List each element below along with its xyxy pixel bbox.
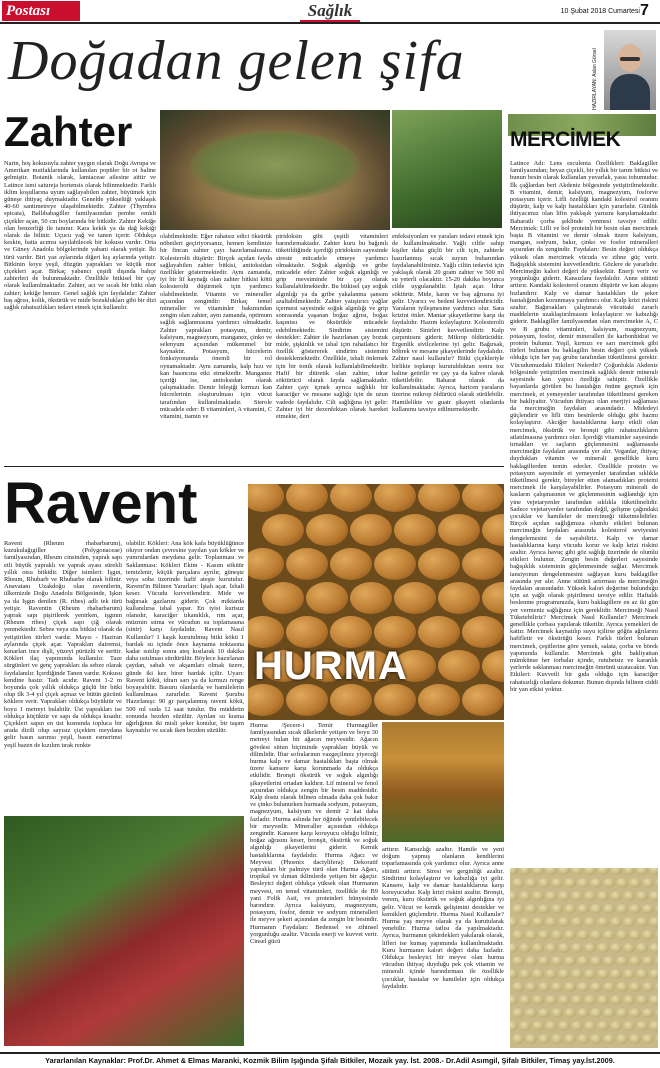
date-fruit — [350, 582, 392, 614]
date-fruit — [438, 650, 480, 682]
lentil-seed — [564, 982, 576, 992]
lentil-seed — [655, 1008, 658, 1018]
ravent-column-1: Ravent (Rheum rhabarbarum), kuzukulağıgiller (Polygonaceae) familyasından, Rheum cinsinden, yaprak sapı etli büyük yapraklı ve yaprak ayası sürekli yıllık otsu bitkidir. Diğer isimleri: İşgın, Rheum, Rhubarb ve Rhubarbe olarak bilinir. Anavatanı Uzakdoğu olan raventlerin, ülkemizde Doğu Anadolu Bölgesinde, Işkın ya da Işgın denilen (R. ribes) adlı tek türü yetişir. Raventin (Rheum rhabarbarum) yaprak sapı pişirilerek yenirken, işgının (Rheum ribes) çiçek sapı çiğ olarak yenmektedir. Sebze veya süs bitkisi olarak da yetiştirilen türleri vardır. Mayıs - Haziran aylarında çiçek açar. Yaprakları dairemsi, kenarları ince dişli, yüzeyi pürüzlü ve serttir. Kökleri ilaç yapımında kullanılır. Taze sürgünleri ve genç yaprakları da sebze olarak faydalanılır. İçerdiğinde Tanen vardır. Kokusu kendine hastır. Tadı acıdır. Ravent 1-2 m boyunda çok yıllık oldukça güçlü bir bitki olup ilk 3-4 yıl çiçek açmaz ve bütün gücünü köklere verir. Yaprakları oldukça büyüktür ve boyu 1 metreyi bulabilir. Üst yaprakları ise oldukça küçüktür ve sapı da oldukça kısadır. Çiçekleri sapın en üst kısmında topluca bir arada dizili olup sayısız çiçekten meydana gelir basın sarımsı yeşil, basın esmerimsi yeşil bazen de kızılım tırak renkte — [4, 540, 122, 749]
lentil-seed — [577, 904, 589, 914]
date-fruit — [374, 684, 416, 716]
hurma-tree-photo — [382, 722, 504, 842]
lentil-seed — [610, 943, 622, 953]
lentil-seed — [512, 982, 524, 992]
lentil-seed — [510, 943, 518, 953]
lentil-seed — [642, 956, 654, 966]
lentil-seed — [519, 969, 531, 979]
lentil-seed — [610, 1021, 622, 1031]
lentil-seed — [525, 904, 537, 914]
lentil-seed — [512, 930, 524, 940]
lentil-seed — [584, 943, 596, 953]
lentil-seed — [545, 995, 557, 1005]
date-fruit — [462, 684, 504, 716]
date-fruit — [330, 548, 372, 580]
lentil-seed — [577, 930, 589, 940]
lentil-seed — [597, 995, 609, 1005]
lentil-seed — [597, 943, 609, 953]
lentil-seed — [551, 956, 563, 966]
lentil-seed — [655, 904, 658, 914]
lentil-seed — [525, 878, 537, 888]
lentil-seed — [603, 930, 615, 940]
date-fruit — [418, 484, 460, 512]
lentil-seed — [590, 878, 602, 888]
lentil-seed — [616, 904, 628, 914]
date-fruit — [462, 484, 504, 512]
lentil-seed — [623, 917, 635, 927]
lentil-seed — [538, 1008, 550, 1018]
date-fruit — [482, 514, 504, 546]
date-fruit — [418, 548, 460, 580]
lentil-seed — [545, 891, 557, 901]
date-fruit — [262, 514, 304, 546]
zahter-column-4: enfeksiyonları ve yaraları tedavi etmek için de kullanılmaktadır. Yağlı ciltle sahip kişiler daha güçlü bir cilt için, zahterle hazırlanmış sıcak suyun buharından faydalanabilirsiniz. Yağlı ciltin tedavisi için yaklaşık olarak 20 gram zahter ve 500 ml su yeterli olacaktır. 15-20 dakika boyunca cilde uygulanabilir. İştah açar. İdrar söktürür. Mide, karın ve baş ağrısına iyi gelir. Uyarıcı ve bedeni kuvvetlendiricidir. Yaraların iyileşmesine yardımcı olur. Sara krizini önler. Mantar şikayetlerine karşı da faydalıdır. Hazım kolaylaştırır. Kolesterolü düşürür. Sinirleri kuvvetlendirir. Kalp çarpıntısını giderir. Mikrop öldürücüdür. Ergenlik sivilcelerine iyi gelir. Bağırsak, böbrek ve mesane şikayetlerinde faydalıdır. Zahter nasıl kullanılır? Bitki çiçekleriyle birlikte toplanıp kurutulduktan sonra toz haline getirilir ve çay ya da kahve olarak tüketilebilir. Baharat olarak da kullanılmaktadır. Ayrıca, haricen yaraların üzerine mikrop öldürücü olarak sürülebilir. Hamilelikte ve guatr şikayeti olanlarda kullanımı tavsiye edilmemektedir. — [392, 233, 504, 413]
date-fruit — [286, 684, 328, 716]
lentil-seed — [532, 868, 544, 875]
date-fruit — [482, 650, 504, 682]
lentil-seed — [564, 1034, 576, 1044]
lentil-seed — [616, 878, 628, 888]
lentil-seed — [551, 878, 563, 888]
lentil-seed — [629, 904, 641, 914]
lentil-seed — [590, 982, 602, 992]
lentil-seed — [538, 904, 550, 914]
lentil-seed — [512, 1008, 524, 1018]
lentil-seed — [584, 917, 596, 927]
lentil-seed — [510, 1021, 518, 1031]
lentil-seed — [571, 969, 583, 979]
lentil-seed — [510, 868, 518, 875]
lentil-seed — [519, 917, 531, 927]
lentil-seed — [564, 1008, 576, 1018]
lentil-seed — [519, 1021, 531, 1031]
lentil-seed — [590, 956, 602, 966]
lentil-seed — [577, 956, 589, 966]
lentil-seed — [616, 930, 628, 940]
date-fruit — [418, 616, 460, 648]
lentil-seed — [532, 969, 544, 979]
lentil-seed — [623, 891, 635, 901]
zahter-column-3: piridoksin gibi çeşitli vitaminleri barındırmaktadır. Zahter kuru bu bağımlı tüketildiğinde içerdiği piridoksin sayesinde streste mücadele etmeye yardımcı olmaktadır. Soğuk algınlığı ve gribe mücadele eder: Zahter soğuk algınlığı ve grip mevsiminde bir çay olarak kullanılabilmektedir. Bu bitkisel çay soğuk algınlığı ya da gribe yakalanma şansını azaltabilmektedir. Zahter yatıştırıcı yağlar içermesi sayesinde soğuk algınlığı ve grip sonrasında yaşanan boğaz ağrısı, boğaz kaşıntısı ve öksürükle mücadele edebilmektedir. Sindirim sistemini destekler: Zahter ile hazırlanan çay bozuk mide, şişkinlik ve ishal için rahatlatıcı bir özellik göstererek sindirim sistemini desteklemektedir. Özellikle, ishali önlemek için bir tonik olarak kullanılabilmektedir. Hafif bir diüretik olan zahter, idrar söktürücü olarak fayda sağlamaktadır. Zahter çayı içmek ayrıca sağlıklı bir karaciğer ve mesane sağlığı için de uzun vadede faydalıdır. Cilt sağlığına iyi gelir: Zahter iyi bir dezenfektan olarak hareket etmekte, deri — [276, 233, 388, 421]
date-fruit — [438, 582, 480, 614]
date-fruit — [248, 484, 284, 512]
zahter-title: Zahter — [4, 108, 133, 155]
lentil-seed — [525, 1008, 537, 1018]
lentil-seed — [545, 868, 557, 875]
lentil-seed — [551, 982, 563, 992]
date-fruit — [262, 582, 304, 614]
section-underline — [300, 20, 360, 22]
date-fruit — [286, 484, 328, 512]
section-title: Sağlık — [307, 1, 353, 20]
lentil-seed — [642, 930, 654, 940]
lentil-seed — [532, 917, 544, 927]
lentil-seed — [597, 1021, 609, 1031]
lentil-seed — [571, 995, 583, 1005]
lentil-seed — [558, 1021, 570, 1031]
mercimek-title: MERCİMEK — [510, 128, 621, 151]
lentil-seed — [616, 956, 628, 966]
lentil-seed — [590, 1034, 602, 1044]
hurma-column-1: Hurma /Şecere-i Temir Hurmagiller familyasından sıcak ülkelerde yetişen ve boyu 30 metreyi bulan bir ağacın meyvesidir. Ağacın gövdesi sütun biçiminde yaprakları büyük ve dilimlidir. İftar sofralarının vazgeçilmez yiyeceği hurma kalp ve damar hastalıkları başta olmak üzere kansere karşı korunmada da oldukça etkilidir. Bronşit öksürük ve soğuk algınlığı şikayetlerini ortadan kaldırır. Lif mineral ve fenol açısından oldukça zengin bir besin maddesidir. Kalp dostu olarak bilinen olmada daha çok bakır ve çinko bulunurken hurmada sodyum, potasyum, magnezyum, kalsiyum ve demir 2 kat daha fazladır. Hurma aslında her öğünde yenilebilecek bir meyvedir. Mineraller açısından oldukça zengindir. Kansere karşı koruyucu olduğu bilinir, boğaz ağrısını keser, bronşit, öksürük ve soğuk algınlığı şikayetlerini giderir. Kemik hastalıklarına faydalıdır. Hurma Ağacı ve Meyvesi (Phoenix dactylifera): Dekoratif yaprakları bir palmiye türü olan Hurma Ağacı, tropikal ve ılıman iklimlerde yetişen bir ağaçtır. Besleyici değeri oldukça yüksek olan Hurmanın meyvesi, en temel vitaminleri, özellikle de B9 yani Folik Asit, ve proteinleri bünyesinde barındırır. Ayrıca kalsiyum, magnezyum, potasyum, fosfor, demir ve sodyum mineralleri ile meyve şekeri açısından da zengin bir besindir. Hurmanın Faydaları: Bedensel ve zihinsel yorgunluğu azaltır. Vücuda enerji ve kuvvet verir. Cinsel gücü — [250, 722, 378, 946]
lentil-seed — [510, 917, 518, 927]
lentil-seed — [558, 868, 570, 875]
lentil-seed — [538, 930, 550, 940]
lentil-seed — [610, 917, 622, 927]
lentil-seed — [649, 943, 658, 953]
lentil-seed — [610, 969, 622, 979]
page-number: 7 — [640, 2, 649, 19]
lentil-seed — [545, 1021, 557, 1031]
lentil-seed — [642, 1008, 654, 1018]
lentil-seed — [623, 995, 635, 1005]
zahter-column-2: olabilmektedir. Eğer rahatsız edici öksürük nöbetleri geçiriyorsanız, hemen kendinize bir fincan zahter çayı hazırlamalısınız. Kolesterolü düşürür: Birçok açıdan fayda sağlayabilen zahter bitkisi, antioksidan özellikler göstermektedir. Aynı zamanda, iyi bir lif kaynağı olan zahter bitkisi kötü kolesterolü düşürmek için yardımcı olabilmektedir. Vitamin ve mineraller açısından zengindir: Birkaç temel mineraller ve vitaminler bakımından zengin olan zahter, aynı zamanda, optimum sağlık sağlanmasına yardımcı olmaktadır. Zahter yaprakları potasyum, demir, kalsiyum, magnezyum, manganez, çinko ve selenyum açısından mükemmel bir kaynaktır. Potasyum, hücrelerin fonksiyonunda önemli bir rol oynamaktadır. Aynı zamanda, kalp hızı ve kan basıncına etki etmektedir. Manganez içeriği ise, antioksidan olarak çalışmaktadır. Demir bileşiği kırmızı kan hücrelerinin oluşturulması için vücut tarafından kullanılmaktadır. Sterole mücadele eder: B vitaminleri, A vitamini, C vitamini, tiamin ve — [160, 233, 272, 421]
lentil-seed — [655, 878, 658, 888]
lentil-seed — [571, 917, 583, 927]
lentil-seed — [597, 868, 609, 875]
lentil-seed — [564, 878, 576, 888]
zahter-photo — [160, 110, 390, 230]
lentil-seed — [551, 904, 563, 914]
lentil-seed — [597, 891, 609, 901]
lentil-seed — [584, 868, 596, 875]
lentil-seed — [629, 1034, 641, 1044]
lentil-seed — [649, 995, 658, 1005]
lentil-seed — [545, 969, 557, 979]
lentil-seed — [623, 969, 635, 979]
lentil-seed — [519, 868, 531, 875]
lentil-seed — [538, 956, 550, 966]
lentils-photo — [510, 868, 658, 1048]
lentil-seed — [636, 891, 648, 901]
lentil-seed — [590, 904, 602, 914]
lentil-seed — [519, 943, 531, 953]
lentil-seed — [571, 891, 583, 901]
date-fruit — [374, 484, 416, 512]
lentil-seed — [558, 943, 570, 953]
date-fruit — [462, 548, 504, 580]
masthead-logo: Postası — [2, 1, 80, 21]
hurma-title: HURMA — [254, 644, 408, 688]
date-fruit — [350, 514, 392, 546]
lentil-seed — [551, 1008, 563, 1018]
lentil-seed — [642, 1034, 654, 1044]
lentil-seed — [603, 1008, 615, 1018]
lentil-seed — [525, 956, 537, 966]
lentil-seed — [512, 1034, 524, 1044]
lentil-seed — [636, 1021, 648, 1031]
lentil-seed — [525, 1034, 537, 1044]
lentil-seed — [558, 969, 570, 979]
date-fruit — [418, 684, 460, 716]
lentil-seed — [577, 878, 589, 888]
zahter-plant-photo — [392, 110, 502, 228]
date-fruit — [286, 548, 328, 580]
date-fruit — [462, 616, 504, 648]
lentil-seed — [636, 943, 648, 953]
lentil-seed — [564, 904, 576, 914]
lentil-seed — [642, 878, 654, 888]
lentil-seed — [545, 943, 557, 953]
date-fruit — [248, 684, 284, 716]
lentil-seed — [636, 969, 648, 979]
lentil-seed — [571, 1021, 583, 1031]
lentil-seed — [629, 982, 641, 992]
issue-date: 10 Şubat 2018 Cumartesi — [560, 8, 640, 15]
lentil-seed — [655, 956, 658, 966]
lentil-seed — [629, 878, 641, 888]
lentil-seed — [538, 982, 550, 992]
lentil-seed — [616, 1008, 628, 1018]
ravent-photo — [4, 816, 244, 1046]
ravent-title: Ravent — [4, 471, 198, 536]
section-divider — [4, 466, 504, 467]
lentil-seed — [525, 930, 537, 940]
lentil-seed — [597, 917, 609, 927]
date-fruit — [248, 548, 284, 580]
lentil-seed — [551, 930, 563, 940]
lentil-seed — [510, 995, 518, 1005]
lentil-seed — [564, 930, 576, 940]
lentil-seed — [642, 904, 654, 914]
lentil-seed — [577, 1034, 589, 1044]
lentil-seed — [649, 969, 658, 979]
date-fruit — [306, 582, 348, 614]
lentil-seed — [532, 891, 544, 901]
lentil-seed — [558, 917, 570, 927]
lentil-seed — [558, 891, 570, 901]
lentil-seed — [584, 995, 596, 1005]
lentil-seed — [545, 917, 557, 927]
lentil-seed — [603, 904, 615, 914]
lentil-seed — [616, 982, 628, 992]
lentil-seed — [649, 868, 658, 875]
mercimek-body: Latince Adı: Lens esculenta Özellikleri: Baklagiller familyasından; beyaz çiçekli, bir yıllık bir tarım bitkisi ve bunun besin olarak kullanılan yuvarlak, yassı tohumudur. İlk çağlardan beri Akdeniz bölgesinde yetiştirilmektedir. B vitamini, demir, kalsiyum, magnezyum, fosforve potasyum içerir. Lifli özelliği kandaki kolestrol oranını düşürür, kalp ve kalp hastalıkları için yararlıdır. Günlük ihtiyacımız olan lifin yaklaşık yarısını karşılamaktadır. Baharatlı çorba şeklinde yenmesi tavsiye edilir. Mercimek: Lifli ve bol proteinli bir besin olan mercimek başta B vitamini ve demir olmak üzere kalsiyum, mangan, sodyum, bakır, çinko ve fosfor mineralleri açısından da zengindir. Faydaları: Besin değeri oldukça yüksek olan mercimek vücuda ve zihne güç verir. Bağışıklık sistemini kuvvetlendirir. Gözlere de yararlıdır. Mercimeğin kalori değeri de yüksektir. Enerji verir ve yorgunluğu giderir. Kansızlara faydalıdır. Anne sütünü arttırır. Kandaki kolesterol oranını düşürür ve kan akışını hızlandırır. Kalp ve damar hastalıkları ile şeker hastalığından korunmaya yardımcı olur. Kalp krizi riskini azaltır. Bağırsakları çalıştırarak vücuttaki zararlı maddelerin uzaklaştırılmasını kolaylaştırır ve kabızlığı giderir. Baklagiller familyasından olan mercimekte A, C ve B grubu vitaminleri, kalsiyum, magnezyum, potasyum, fosfor, demir mineralleri ile karbonhidrat ve protein bulunur. Yeşil, kırmızı ve sarı mercimek gibi türleri bulunan bu baklagilin besin değeri çok yüksek olduğu için her yaş grubu tarafından tüketilmesi gerekir. Vücudumuzdaki Etkileri Nelerdir? Çoğunlukla Akdeniz bölgesinde yetiştirilen mercimek sağlıklı demir mineralı sayesinde kan yapıcı özelliğe sahiptir. Özellikle bayanlarda görülen bu hastalığın önüne geçmek için mercimek, et yemeyenler tarafından tüketilmesi gereken bir bakliyattır. Vücudun ihtiyacı olan enerjiyi sağlaması da mercimeğin faydaları arasındadır. Midedeyi güçlendirir ve lifli tüm besinlerde olduğu gibi hazmı kolaylaştırır. Akciğer hastalıklarına karşı etkili olan mercimek, öksürük ve bronşit gibi rahatsızlıkların atlatılmasına yardımcı olur. İçerdiği vitaminler sayesinde tırnakları ve saçların güçlenmesini sağlamasıda mercimeğin faydaları arasında yer alır. Veganlar, ihtiyaç duydukları vitamin ve minerali genellikle kuru baklagillerden temin ederler. Özellikle protein ve potasyum sayesinde et yemeyenler tarafından sıklıkla tüketilmesi gerekir, bireyler etten alamadıkları proteini mercimek ile karşılayabilirler. Potasyum minerali de kasların çalışmasının ve güçlenmesinin sağlandığı için yine vejetaryenler tarafından sıklıkla tüketilmelidir. Sadece vejetaryenler tarafından değil, gelişme çağındaki çocuklar ve hamileler de mercimeği tüketmelidirler. Birçok açıdan sağlığımıza olumlu etkileri bulunan mercimeğin faydaları arasında kolesterol seviyesini dengelemesini de sayabiliriz. Kalp ve damar hastalıklarına karşı vücudu korur ve kalp krizi riskini azaltır. Ayrıca havuç gibi göz sağlığı üzerinde de olumlu etkileri bulunur. Zengin besin değerleri sayesinde bağışıklık sisteminin güçlenmesinde sağlar. Mercimek tansiyonun dengelenmesini sağlayan kuru baklagiller arasında yer alır. Anne sütünü artırması da mercimeğin faydaları arasındadır. Yüksek kalori değerine bulunduğu için az yağlı olarak pişirilmesi tavsiye edilir. Haftalık beslenme programınızda, kuru baklagillere en az iki gün yer vermeniz sağlığınız için gereklidir. Mercimeği Nasıl Tüketebiliriz? Mercimek Nasıl Kullanılır? Mercimek genellikle çorbası yapılarak tüketilir. Ayrıca yemekleri de kattır. Mercimek kaynatılıp suyu içilirse göğüs ağrılarını hafifletir ve öksürüğü keser. Farklı türleri bulunan mercimek, çeşitlerine göre yemek, salata, çorba ve börek yapımında kullanılır. Mercimek gibi bakliyattan mümkünse her torbalar içinde, rutubetsiz ve karanlık yerlerde saklanması mercimeğin ömrünü uzatacaktır. Yan Etkileri: Kuvvetli bir gıda olduğu için karaciğer rahatsızlığı olanlara dokunur. Bunun dışında bilinen ciddi bir yan etkisi yoktur. — [510, 160, 658, 693]
lentil-seed — [649, 1021, 658, 1031]
lentil-seed — [519, 891, 531, 901]
date-fruit — [394, 582, 436, 614]
lentil-seed — [590, 930, 602, 940]
lentil-seed — [525, 982, 537, 992]
lentil-seed — [558, 995, 570, 1005]
date-fruit — [394, 514, 436, 546]
lentil-seed — [610, 891, 622, 901]
date-fruit — [438, 514, 480, 546]
lentil-seed — [655, 1034, 658, 1044]
date-fruit — [330, 684, 372, 716]
date-fruit — [482, 582, 504, 614]
lentil-seed — [519, 995, 531, 1005]
lentil-seed — [584, 891, 596, 901]
date-fruit — [306, 514, 348, 546]
lentil-seed — [649, 917, 658, 927]
lentil-seed — [629, 1008, 641, 1018]
lentil-seed — [571, 868, 583, 875]
lentil-seed — [590, 1008, 602, 1018]
lentil-seed — [610, 995, 622, 1005]
lentil-seed — [532, 995, 544, 1005]
lentil-seed — [538, 1034, 550, 1044]
lentil-seed — [629, 930, 641, 940]
date-fruit — [374, 548, 416, 580]
zahter-column-1: Narin, hoş kokusuyla zahter yaygın olarak Doğu Avrupa ve Amerikan mutfaklarında kullanılan popüler bir ot haline gelmiştir. Botanik olarak, lamiaceae ailesine aittir ve Latince ismi satureja hortensis olarak bilinmektedir. Farklı iklim koşullarına uyum sağlayabilen zahter, büyümek için güneşe ihtiyaç duymaktadır. Genelde yükseltiği yaklaşık 40-60 santimetreye ulaşabilmektedir. Zahter (Thymbra spicata), Ballıbabagiller familyasından pembe renkli çiçekler açan, 50 cm boylarında bir bitkidir. Zahter Kekiğe olan benzerliği ile tanınır. Kara kekik ya da dağ kekiği olarak da bilinir. Uçucu yağ ve tanen içerir. Oldukça keskin, batta acımsı sayılabilecek bir kokusu vardır. Orta ve Güney Anadolu bölgelerinde yabani olarak yetişir. İki türü vardır. Biri yaz aylarında diğeri kış aylarında yetişir. Bitkinin koyu yeşil, düzgün yaprakları ve küçük mor çiçekleri açar. Birkaç yabancı çeşidi dışında bahçe zahterleri de bulunmaktadır. Özellikle bitkisel bir çay olarak kullanılmaktadır. Zahter, acı ve sıcak bir bitki olan zahter; kekiğe benzer. Genel sağlık için faydalıdır: Zahter baş ağrısı, kolik, öksürük ve mide bozuklukları gibi bir dizi sağlık rahatsızlıkları tedavi etmek için kullanılır. — [4, 160, 156, 312]
lentil-seed — [551, 1034, 563, 1044]
lentil-seed — [603, 982, 615, 992]
lentil-seed — [510, 891, 518, 901]
lentil-seed — [512, 956, 524, 966]
ravent-column-2: olabilir. Kökleri: Ana kök kafa büyüklüğünce oluyor ondan çevresine yayılan yan kökler ve yumrulardan meydana gelir. Toplanması ve Saklanması: Kökleri Ekim - Kasım söküür temizlenir, küçük parçalara ayrılır, güneşte veya soba üzerinde hafif ateşte kurutulur. Ravent'in Bilinen Yararları: İştah açar. İshali keser. Vücudu kuvvetlendirir. Mide ve bağırsak gazlarını giderir. Çok miktarda kullanılırsa ishal yapar. En iyisi kurtsuz olanıdır, karaciğer tıkanıklık, rım açar, müzmin sıtma ve vücudun su toplamasına (sinir) karşı faydalıdır. Ravent Nasıl Kullanılır? 1 kaşık kurutulmuş bitki kökü 1 bardak su içinde önce kaynama noktasına kadar ısıtılıp sonra ateş kısılarak 10 dakika daha ısıtılması sürdürülür. Böylece hazırlanan çaydan, sabah ve akşamları olmak üzere, günde iki kez birer bardak içilir. Uyarı: Ravent kökü, idrarı sarı ya da kırmızı renge boyayabilir. Basuru olanlarda ve hamilelerin kullanılması zararlıdır. Ravent Şurubu Hazırlanışı: 90 gr parçalanmış ravent kökü, 500 ml suda 12 saat tutulur. Bu müddetin sonunda bezden süzülür. Ayrılan su kısma ağırlığının iki misli şeker konulur, bir taşım kaynatılır ve sıcak iken bezden süzülür. — [126, 540, 244, 735]
lentil-seed — [584, 1021, 596, 1031]
lentil-seed — [636, 868, 648, 875]
lentil-seed — [616, 1034, 628, 1044]
hurma-column-2: arttırır. Kansızlığı azaltır. Hamile ve yeni doğum yapmış olanların kendilerini toparlamasında çok yardımcı olur. Ayrıca anne sütünü arttırır. Stresi ve gerginliği azaltır. Sindirimi kolaylaştırır ve kabızlığa iyi gelir. Kansere, kalp ve damar hastalıklarına karşı koruyucudur. Kalp krizi riskini azaltır. Bronşit, verem, kuru öksürük ve soğuk algınlığına iyi gelir. Vücut ve kemik gelişimini destekler ve kemikleri güçlendirir. Hurma Nasıl Kullanılır? Hurma yaş meyve olarak ya da kurutularak yenebilir. Hurma tatlısı da yapılmaktadır. Ayrıca, hurmanın çekirdekleri yakılarak olarak, lifleri ise kumaş yapımında kullanılmaktadır. Kuru hurmanın kalori değeri daha fazladır. Oldukça besleyici bir meyve olan hurma vücudun ihtiyaç duyduğu pek çok vitamin ve minerali içinde barındırması ile özellikle çocuklar, hastalar ve hamileler için oldukça faydalıdır. — [382, 846, 504, 990]
lentil-seed — [603, 878, 615, 888]
lentil-seed — [564, 956, 576, 966]
lentil-seed — [623, 943, 635, 953]
lentil-seed — [642, 982, 654, 992]
lentil-seed — [629, 956, 641, 966]
headline: Doğadan gelen şifa — [8, 30, 465, 92]
lentil-seed — [603, 1034, 615, 1044]
lentil-seed — [532, 1021, 544, 1031]
lentil-seed — [532, 943, 544, 953]
lentil-seed — [623, 1021, 635, 1031]
lentil-seed — [584, 969, 596, 979]
author-byline: HAZIRLAYAN: Aslan Görsel — [592, 48, 598, 110]
lentil-seed — [512, 904, 524, 914]
lentil-seed — [571, 943, 583, 953]
lentil-seed — [636, 917, 648, 927]
lentil-seed — [610, 868, 622, 875]
lentil-seed — [512, 878, 524, 888]
lentil-seed — [577, 982, 589, 992]
sources-footer: Yararlanılan Kaynaklar: Prof.Dr. Ahmet & Elmas Maranki, Kozmik Bilim Işığında Şifalı Bitkiler, Mozaik yay. İst. 2008.- Dr.Adil Asımgil, Şifalı Bitkiler, Timaş yay.İst.2009. — [0, 1052, 660, 1068]
lentil-seed — [636, 995, 648, 1005]
lentil-seed — [577, 1008, 589, 1018]
author-photo — [604, 30, 656, 110]
lentil-seed — [655, 930, 658, 940]
lentil-seed — [538, 878, 550, 888]
lentil-seed — [597, 969, 609, 979]
lentil-seed — [603, 956, 615, 966]
lentil-seed — [510, 969, 518, 979]
lentil-seed — [623, 868, 635, 875]
lentil-seed — [649, 891, 658, 901]
lentil-seed — [655, 982, 658, 992]
date-fruit — [330, 484, 372, 512]
